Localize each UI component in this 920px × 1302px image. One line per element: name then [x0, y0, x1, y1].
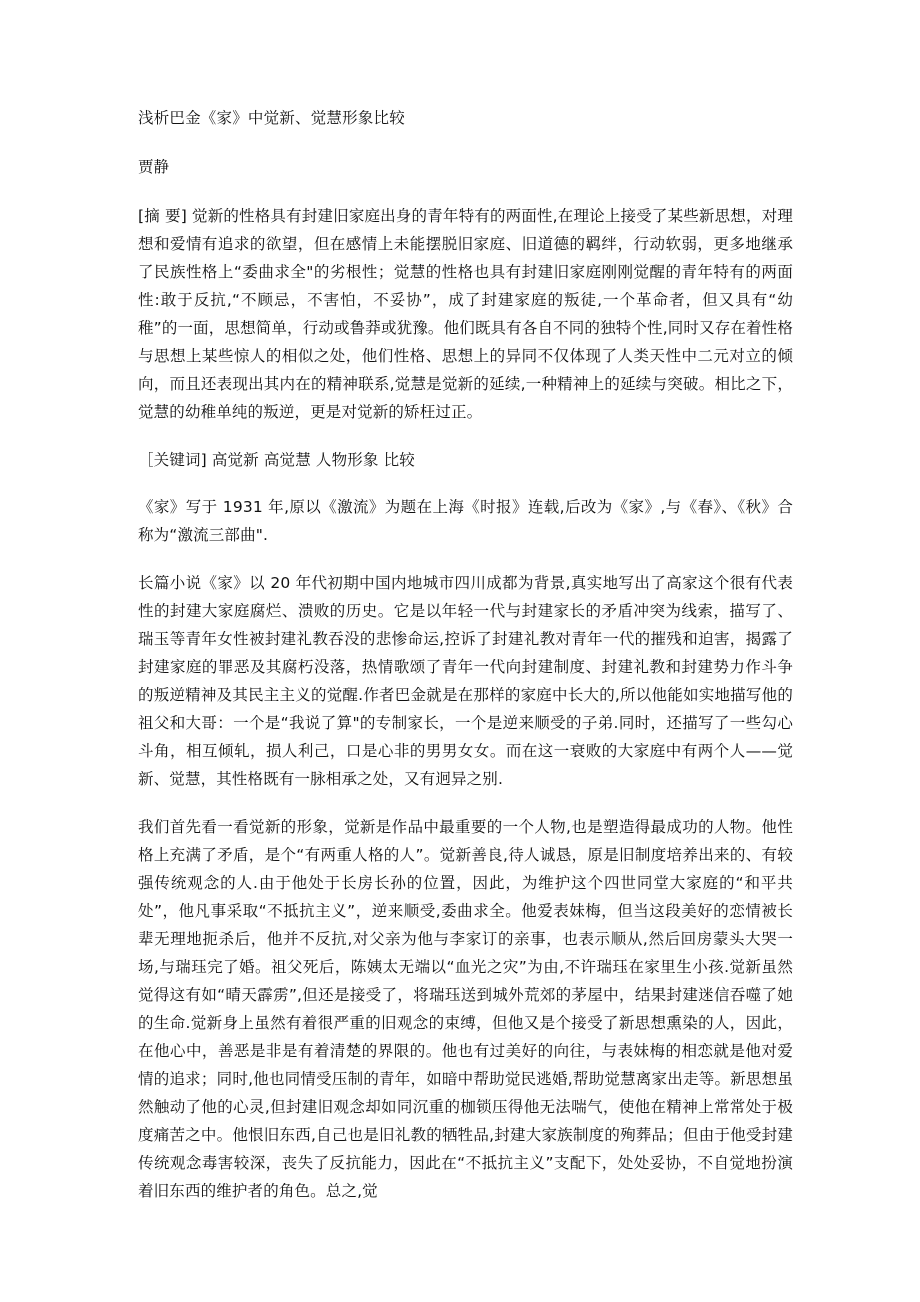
- document-author: 贾静: [138, 158, 170, 176]
- intro-paragraph: 《家》写于 1931 年,原以《激流》为题在上海《时报》连载,后改为《家》,与《春》、《秋》合称为“激流三部曲".: [138, 498, 793, 544]
- abstract-paragraph: [摘 要] 觉新的性格具有封建旧家庭出身的青年特有的两面性,在理论上接受了某些新思想，对理想和爱情有追求的欲望，但在感情上未能摆脱旧家庭、旧道德的羁绊，行动软弱，更多地继承了民族性格上“委曲求全"的劣根性；觉慧的性格也具有封建旧家庭刚刚觉醒的青年特有的两面性:敢于反抗,“不顾忌，不害怕，不妥协”，成了封建家庭的叛徒,一个革命者，但又具有“幼稚”的一面，思想简单，行动或鲁莽或犹豫。他们既具有各自不同的独特个性,同时又存在着性格与思想上某些惊人的相似之处，他们性格、思想上的异同不仅体现了人类天性中二元对立的倾向，而且还表现出其内在的精神联系,觉慧是觉新的延续,一种精神上的延续与突破。相比之下，觉慧的幼稚单纯的叛逆，更是对觉新的矫枉过正。: [138, 207, 793, 421]
- keywords-paragraph: ［关键词] 高觉新 高觉慧 人物形象 比较: [138, 451, 415, 469]
- body-paragraph-3: 我们首先看一看觉新的形象，觉新是作品中最重要的一个人物,也是塑造得最成功的人物。他性格上充满了矛盾，是个“有两重人格的人”。觉新善良,待人诚恳，原是旧制度培养出来的、有较强传统观念的人.由于他处于长房长孙的位置，因此，为维护这个四世同堂大家庭的“和平共处”，他凡事采取“不抵抗主义”，逆来顺受,委曲求全。他爱表妹梅，但当这段美好的恋情被长辈无理地扼杀后，他并不反抗,对父亲为他与李家订的亲事，也表示顺从,然后回房蒙头大哭一场,与瑞珏完了婚。祖父死后，陈姨太无端以“血光之灾”为由,不许瑞珏在家里生小孩.觉新虽然觉得这有如“晴天霹雳”,但还是接受了，将瑞珏送到城外荒郊的茅屋中，结果封建迷信吞噬了她的生命.觉新身上虽然有着很严重的旧观念的束缚，但他又是个接受了新思想熏染的人，因此，在他心中，善恶是非是有着清楚的界限的。他也有过美好的向往，与表妹梅的相恋就是他对爱情的追求；同时,他也同情受压制的青年，如暗中帮助觉民逃婚,帮助觉慧离家出走等。新思想虽然触动了他的心灵,但封建旧观念却如同沉重的枷锁压得他无法喘气，使他在精神上常常处于极度痛苦之中。他恨旧东西,自己也是旧礼教的牺牲品,封建大家族制度的殉葬品；但由于他受封建传统观念毒害较深，丧失了反抗能力，因此在“不抵抗主义”支配下，处处妥协，不自觉地扮演着旧东西的维护者的角色。总之,觉: [138, 818, 793, 1200]
- document-body: [138, 104, 793, 1205]
- document-title: 浅析巴金《家》中觉新、觉慧形象比较: [138, 109, 405, 127]
- body-paragraph-2: 长篇小说《家》以 20 年代初期中国内地城市四川成都为背景,真实地写出了高家这个很有代表性的封建大家庭腐烂、溃败的历史。它是以年轻一代与封建家长的矛盾冲突为线索，描写了、瑞玉等青年女性被封建礼教吞没的悲惨命运,控诉了封建礼教对青年一代的摧残和迫害，揭露了封建家庭的罪恶及其腐朽没落，热情歌颂了青年一代向封建制度、封建礼教和封建势力作斗争的叛逆精神及其民主主义的觉醒.作者巴金就是在那样的家庭中长大的,所以他能如实地描写他的祖父和大哥：一个是“我说了算"的专制家长，一个是逆来顺受的子弟.同时，还描写了一些勾心斗角，相互倾轧，损人利己，口是心非的男男女女。而在这一衰败的大家庭中有两个人——觉新、觉慧，其性格既有一脉相承之处，又有迥异之别.: [138, 574, 793, 788]
